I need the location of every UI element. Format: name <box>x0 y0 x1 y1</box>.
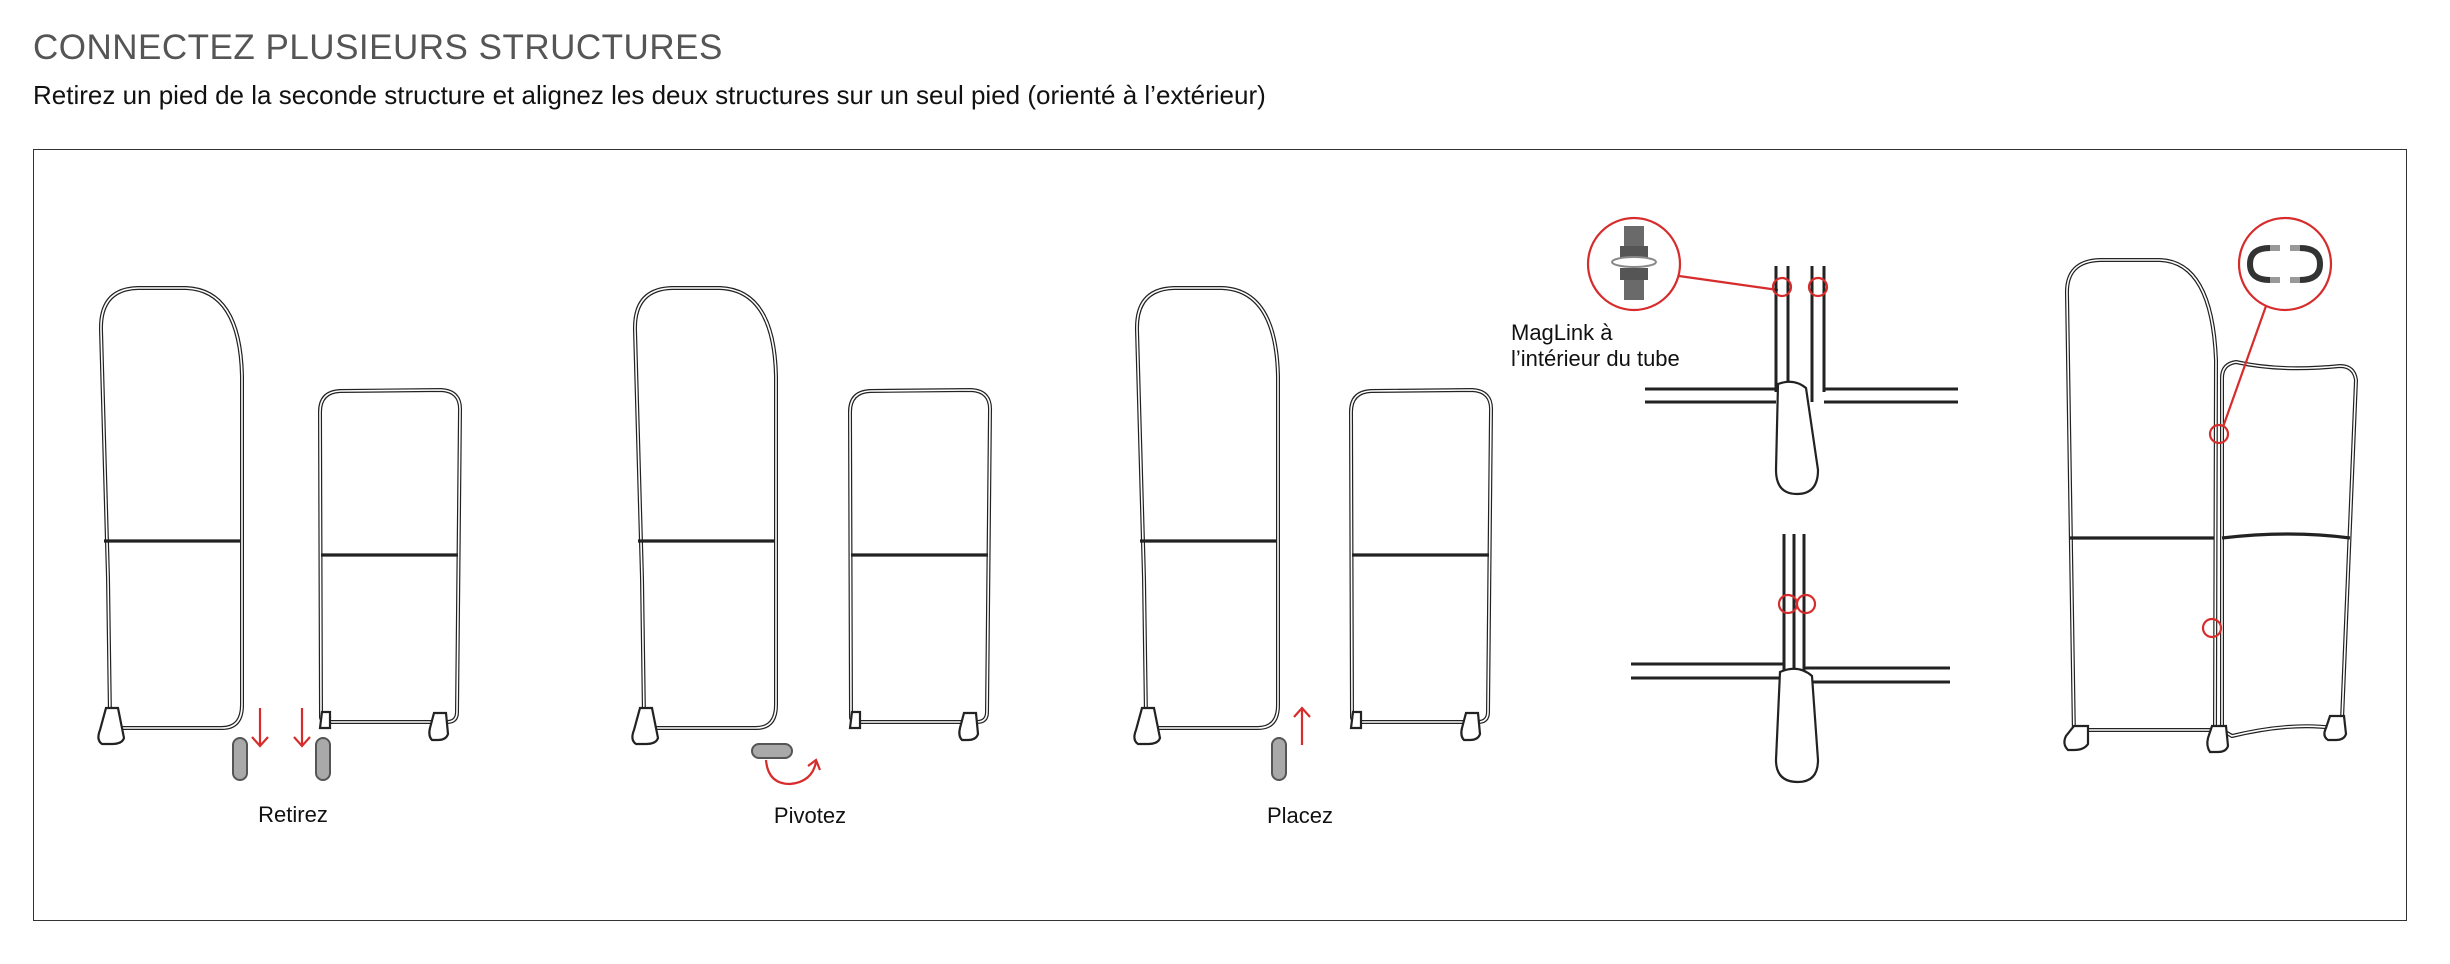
page-subtitle: Retirez un pied de la seconde structure et alignez les deux structures sur un seul pied (orienté à l’extérieur) <box>33 80 1266 110</box>
step-label-rotate: Pivotez <box>773 803 847 828</box>
step-remove-illustration <box>98 288 460 780</box>
magnet-u-icon <box>2250 245 2320 283</box>
removed-foot <box>233 738 330 780</box>
connected-structures <box>2064 218 2356 752</box>
arrow-down-icon <box>252 708 310 746</box>
step-place-illustration <box>1134 288 1491 780</box>
callout-line-1: MagLink à <box>1511 320 1613 345</box>
rotate-arrow-icon <box>766 760 820 784</box>
maglink-callout <box>1511 320 1680 372</box>
arrow-up-icon <box>1294 708 1310 745</box>
maglink-magnet-icon <box>1612 226 1656 300</box>
page-title: CONNECTEZ PLUSIEURS STRUCTURES <box>33 28 723 67</box>
callout-line-2: l’intérieur du tube <box>1511 346 1680 371</box>
separated-tubes <box>1645 266 1958 494</box>
step-rotate-illustration <box>632 288 990 784</box>
step-label-remove: Retirez <box>258 802 328 827</box>
rotating-foot <box>752 744 792 758</box>
maglink-detail <box>1588 218 1958 782</box>
placed-foot <box>1272 738 1286 780</box>
joined-tubes <box>1631 534 1950 782</box>
step-label-place: Placez <box>1266 803 1334 828</box>
